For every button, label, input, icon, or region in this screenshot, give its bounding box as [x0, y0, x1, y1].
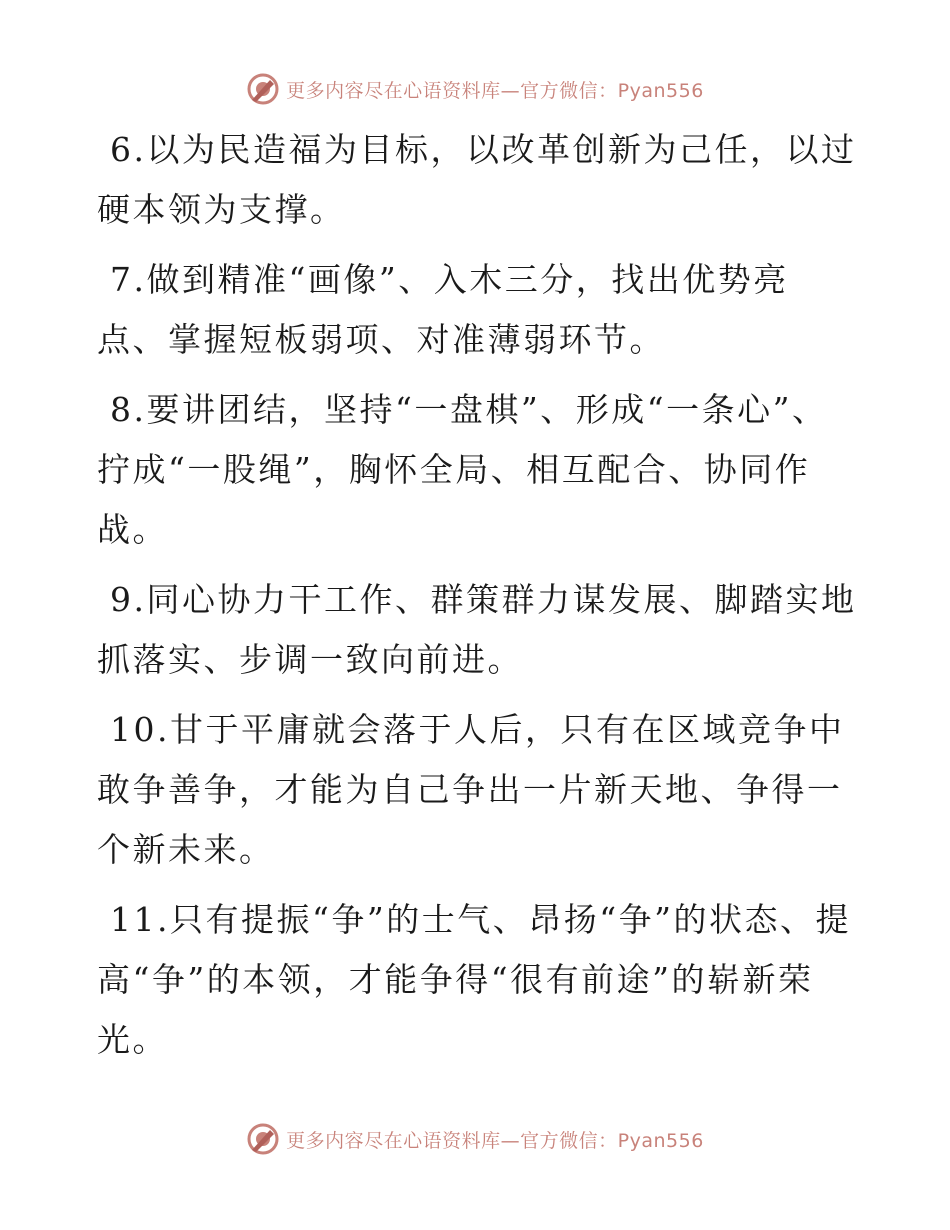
- watermark-text: 更多内容尽在心语资料库—官方微信：Pyan556: [286, 1129, 704, 1152]
- paragraph-7: 7.做到精准“画像”、入木三分，找出优势亮点、掌握短板弱项、对准薄弱环节。: [97, 260, 789, 359]
- pen-logo-icon: [246, 1122, 280, 1156]
- paragraph-10: 10.甘于平庸就会落于人后，只有在区域竞争中敢争善争，才能为自己争出一片新天地、争得一个新未来。: [97, 710, 845, 869]
- paragraph-8: 8.要讲团结，坚持“一盘棋”、形成“一条心”、拧成“一股绳”，胸怀全局、相互配合、协同作战。: [97, 390, 828, 549]
- paragraph-6: 6.以为民造福为目标，以改革创新为己任，以过硬本领为支撑。: [97, 130, 857, 229]
- footer-watermark: [0, 1122, 950, 1156]
- pen-logo-icon: [246, 72, 280, 106]
- paragraph-9: 9.同心协力干工作、群策群力谋发展、脚踏实地抓落实、步调一致向前进。: [97, 580, 857, 679]
- watermark-text: 更多内容尽在心语资料库—官方微信：Pyan556: [286, 79, 704, 102]
- paragraph-11: 11.只有提振“争”的士气、昂扬“争”的状态、提高“争”的本领，才能争得“很有前途”的崭新荣光。: [97, 900, 851, 1059]
- document-body: [97, 120, 857, 1080]
- header-watermark: [0, 72, 950, 106]
